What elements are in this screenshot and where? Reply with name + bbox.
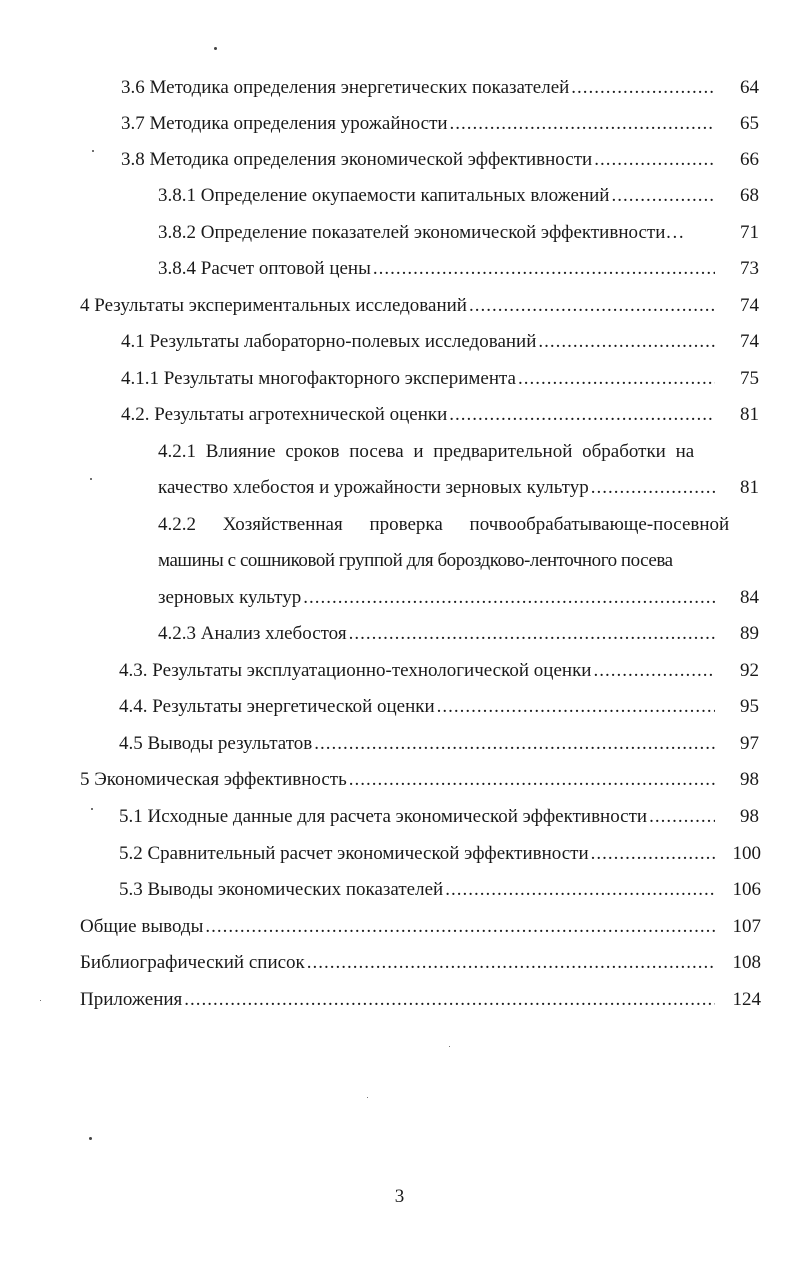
toc-entry-title: 3.6 Методика определения энергетических показателей	[121, 77, 570, 98]
toc-entry-4[interactable]	[80, 294, 759, 318]
toc-leader-dots	[449, 403, 715, 427]
toc-entry-title: 3.8.2 Определение показателей экономической эффективности…	[158, 222, 685, 243]
toc-leader-dots	[538, 330, 715, 354]
toc-entry-title: качество хлебостоя и урожайности зерновых культур	[158, 477, 589, 498]
toc-entry-page: 97	[740, 733, 759, 754]
toc-entry-title: 5.3 Выводы экономических показателей	[119, 879, 444, 900]
toc-entry-3-6[interactable]	[121, 76, 759, 100]
toc-entry-title: 4.2. Результаты агротехнической оценки	[121, 404, 448, 425]
toc-entry-page: 95	[740, 696, 759, 717]
toc-entry-4-1-1[interactable]	[121, 367, 759, 391]
toc-entry-title: 5.2 Сравнительный расчет экономической эффективности	[119, 843, 589, 864]
scan-speck	[367, 1097, 368, 1098]
toc-entry-3-8-4[interactable]	[158, 257, 759, 281]
toc-entry-title: 4.3. Результаты эксплуатационно-технологической оценки	[119, 660, 592, 681]
toc-entry-title: 5.1 Исходные данные для расчета экономической эффективности	[119, 806, 648, 827]
toc-leader-dots	[373, 257, 715, 281]
toc-leader-dots	[594, 148, 715, 172]
toc-leader-dots	[445, 878, 715, 902]
toc-entry-4-5[interactable]	[119, 732, 759, 756]
toc-entry-5-1[interactable]	[119, 805, 759, 829]
toc-entry-page: 124	[732, 989, 761, 1010]
toc-leader-dots	[450, 112, 715, 136]
toc-entry-page: 108	[732, 952, 761, 973]
scan-speck	[92, 150, 94, 152]
toc-leader-dots	[591, 476, 715, 500]
toc-entry-title: машины с сошниковой группой для бороздково-ленточного посева	[158, 550, 673, 571]
toc-entry-5-2[interactable]	[119, 842, 761, 866]
toc-entry-page: 89	[740, 623, 759, 644]
toc-entry-title: Библиографический список	[80, 952, 305, 973]
toc-entry-5-3[interactable]	[119, 878, 761, 902]
toc-entry-4-2-2-line1[interactable]	[158, 513, 730, 537]
toc-entry-3-7[interactable]	[121, 112, 759, 136]
toc-entry-title: 4.1.1 Результаты многофакторного эксперимента	[121, 368, 516, 389]
scan-speck	[90, 478, 92, 480]
toc-entry-page: 71	[740, 222, 759, 243]
scan-speck	[449, 1046, 450, 1047]
toc-entry-3-8-2[interactable]	[158, 221, 759, 245]
toc-entry-4-1[interactable]	[121, 330, 759, 354]
toc-entry-page: 98	[740, 769, 759, 790]
toc-entry-title: 4.5 Выводы результатов	[119, 733, 313, 754]
toc-leader-dots	[593, 659, 715, 683]
toc-entry-title: 3.8.4 Расчет оптовой цены	[158, 258, 371, 279]
toc-entry-page: 74	[740, 295, 759, 316]
toc-entry-page: 65	[740, 113, 759, 134]
scan-speck	[214, 47, 217, 50]
toc-leader-dots	[307, 951, 715, 975]
toc-entry-title: 3.8.1 Определение окупаемости капитальных вложений	[158, 185, 610, 206]
toc-leader-dots	[437, 695, 715, 719]
toc-leader-dots	[571, 76, 715, 100]
toc-entry-4-2[interactable]	[121, 403, 759, 427]
toc-entry-page: 74	[740, 331, 759, 352]
toc-entry-title: 5 Экономическая эффективность	[80, 769, 347, 790]
scan-speck	[40, 1000, 41, 1001]
toc-leader-dots	[349, 768, 715, 792]
toc-entry-title: 4.1 Результаты лабораторно-полевых исследований	[121, 331, 537, 352]
toc-entry-page: 68	[740, 185, 759, 206]
toc-entry-title: Приложения	[80, 989, 183, 1010]
toc-entry-4-2-2[interactable]	[158, 586, 759, 610]
toc-entry-title: 4 Результаты экспериментальных исследований	[80, 295, 467, 316]
toc-leader-dots	[591, 842, 715, 866]
toc-entry-4-2-1[interactable]	[158, 476, 759, 500]
toc-leader-dots	[611, 184, 715, 208]
toc-entry-page: 73	[740, 258, 759, 279]
toc-entry-appendices[interactable]	[80, 988, 761, 1012]
toc-entry-3-8-1[interactable]	[158, 184, 759, 208]
toc-leader-dots	[469, 294, 715, 318]
toc-entry-4-4[interactable]	[119, 695, 759, 719]
toc-entry-title: 3.7 Методика определения урожайности	[121, 113, 448, 134]
scan-speck	[91, 808, 93, 810]
toc-entry-3-8[interactable]	[121, 148, 759, 172]
toc-entry-title: зерновых культур	[158, 587, 302, 608]
toc-leader-dots	[649, 805, 715, 829]
toc-entry-page: 66	[740, 149, 759, 170]
toc-leader-dots	[349, 622, 715, 646]
toc-entry-title: 4.2.3 Анализ хлебостоя	[158, 623, 347, 644]
toc-entry-4-2-1-line1[interactable]	[158, 440, 717, 464]
toc-entry-title: 3.8 Методика определения экономической эффективности	[121, 149, 593, 170]
toc-entry-page: 92	[740, 660, 759, 681]
toc-leader-dots	[303, 586, 715, 610]
toc-entry-bibliography[interactable]	[80, 951, 761, 975]
toc-entry-title: Общие выводы	[80, 916, 204, 937]
toc-leader-dots	[518, 367, 715, 391]
toc-entry-page: 107	[732, 916, 761, 937]
toc-entry-4-2-3[interactable]	[158, 622, 759, 646]
toc-entry-page: 81	[740, 477, 759, 498]
toc-leader-dots	[184, 988, 715, 1012]
toc-entry-page: 98	[740, 806, 759, 827]
toc-entry-page: 81	[740, 404, 759, 425]
toc-entry-title: 4.2.1 Влияние сроков посева и предварительной обработки на	[158, 441, 695, 462]
toc-entry-page: 64	[740, 77, 759, 98]
page-number: 3	[394, 1186, 405, 1207]
toc-entry-title: 4.2.2 Хозяйственная проверка почвообрабатывающе-посевной	[158, 514, 730, 535]
toc-entry-page: 106	[732, 879, 761, 900]
toc-leader-dots	[205, 915, 715, 939]
toc-entry-conclusions[interactable]	[80, 915, 761, 939]
toc-entry-page: 84	[740, 587, 759, 608]
toc-entry-page: 100	[732, 843, 761, 864]
scan-speck	[89, 1137, 92, 1140]
toc-entry-5[interactable]	[80, 768, 759, 792]
toc-entry-4-3[interactable]	[119, 659, 759, 683]
toc-leader-dots	[314, 732, 715, 756]
toc-entry-page: 75	[740, 368, 759, 389]
toc-entry-4-2-2-line2[interactable]	[158, 549, 717, 573]
toc-entry-title: 4.4. Результаты энергетической оценки	[119, 696, 435, 717]
